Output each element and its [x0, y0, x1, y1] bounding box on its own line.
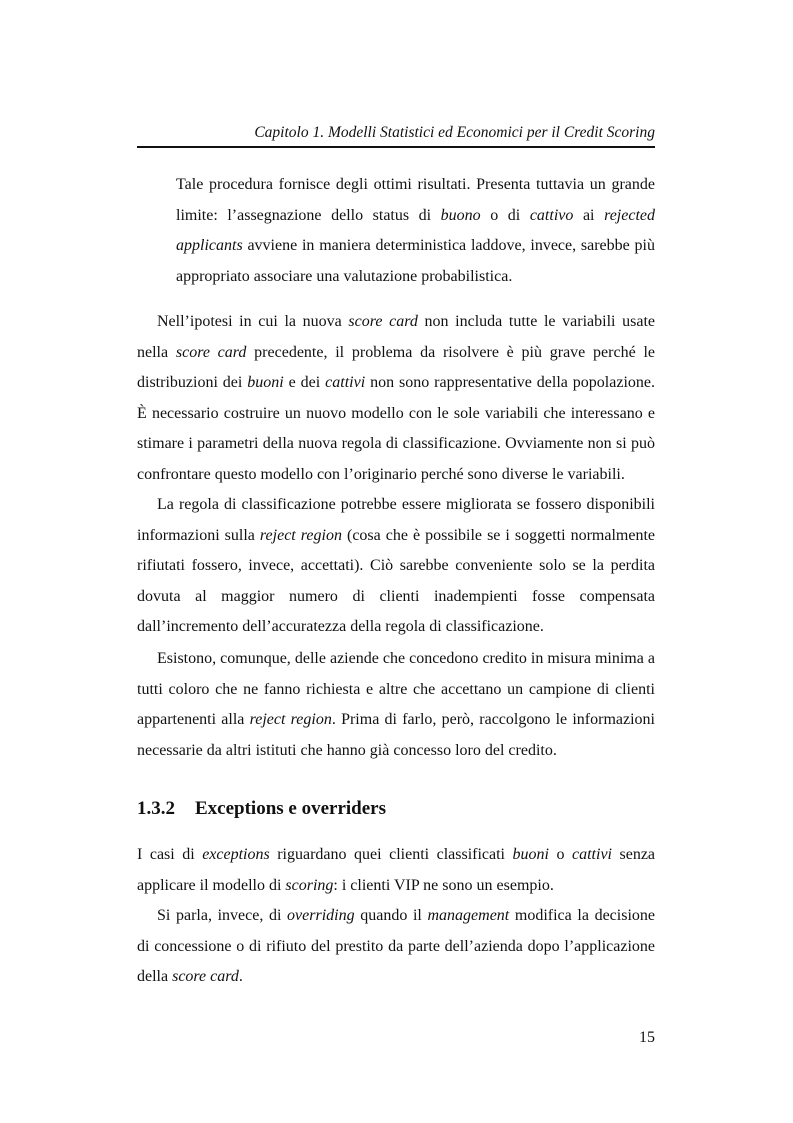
- paragraph-score-card: Nell’ipotesi in cui la nuova score card non includa tutte le variabili usate nella score card precedente, il problema da risolvere è più grave perché le distribuzioni dei buoni e dei cattivi non sono rappresentative della popolazione. È necessario costruire un nuovo modello con le sole variabili che interessano e stimare i parametri della nuova regola di classificazione. Ovviamente non si può confrontare questo modello con l’originario perché sono diverse le variabili.: [137, 313, 656, 483]
- section-heading: [137, 798, 386, 820]
- quoted-paragraph: Tale procedura fornisce degli ottimi risultati. Presenta tuttavia un grande limite: l’assegnazione dello status di buono o di cattivo ai rejected applicants avviene in maniera deterministica laddove, invece, sarebbe più appropriato associare una valutazione probabilistica.: [176, 176, 655, 285]
- document-page: [137, 0, 655, 1123]
- paragraph-exceptions: I casi di exceptions riguardano quei clienti classificati buoni o cattivi senza applicare il modello di scoring: i clienti VIP ne sono un esempio.: [137, 846, 656, 894]
- section-number: 1.3.2: [137, 798, 175, 819]
- paragraph-overriding: Si parla, invece, di overriding quando il management modifica la decisione di concessione o di rifiuto del prestito da parte dell’azienda dopo l’applicazione della score card.: [137, 907, 655, 985]
- header-rule: [137, 146, 655, 148]
- paragraph-aziende: Esistono, comunque, delle aziende che concedono credito in misura minima a tutti coloro che ne fanno richiesta e altre che accettano un campione di clienti appartenenti alla reject region. Prima di farlo, però, raccolgono le informazioni necessarie da altri istituti che hanno già concesso loro del credito.: [137, 650, 655, 759]
- section-title: Exceptions e overriders: [195, 798, 387, 819]
- page-number: 15: [639, 1029, 655, 1046]
- paragraph-reject-region: La regola di classificazione potrebbe essere migliorata se fossero disponibili informazioni sulla reject region (cosa che è possibile se i soggetti normalmente rifiutati fossero, invece, accettati). Ciò sarebbe conveniente solo se la perdita dovuta al maggior numero di clienti inadempienti fosse compensata dall’incremento dell’accuratezza della regola di classificazione.: [137, 496, 656, 635]
- running-head: Capitolo 1. Modelli Statistici ed Economici per il Credit Scoring: [254, 124, 655, 141]
